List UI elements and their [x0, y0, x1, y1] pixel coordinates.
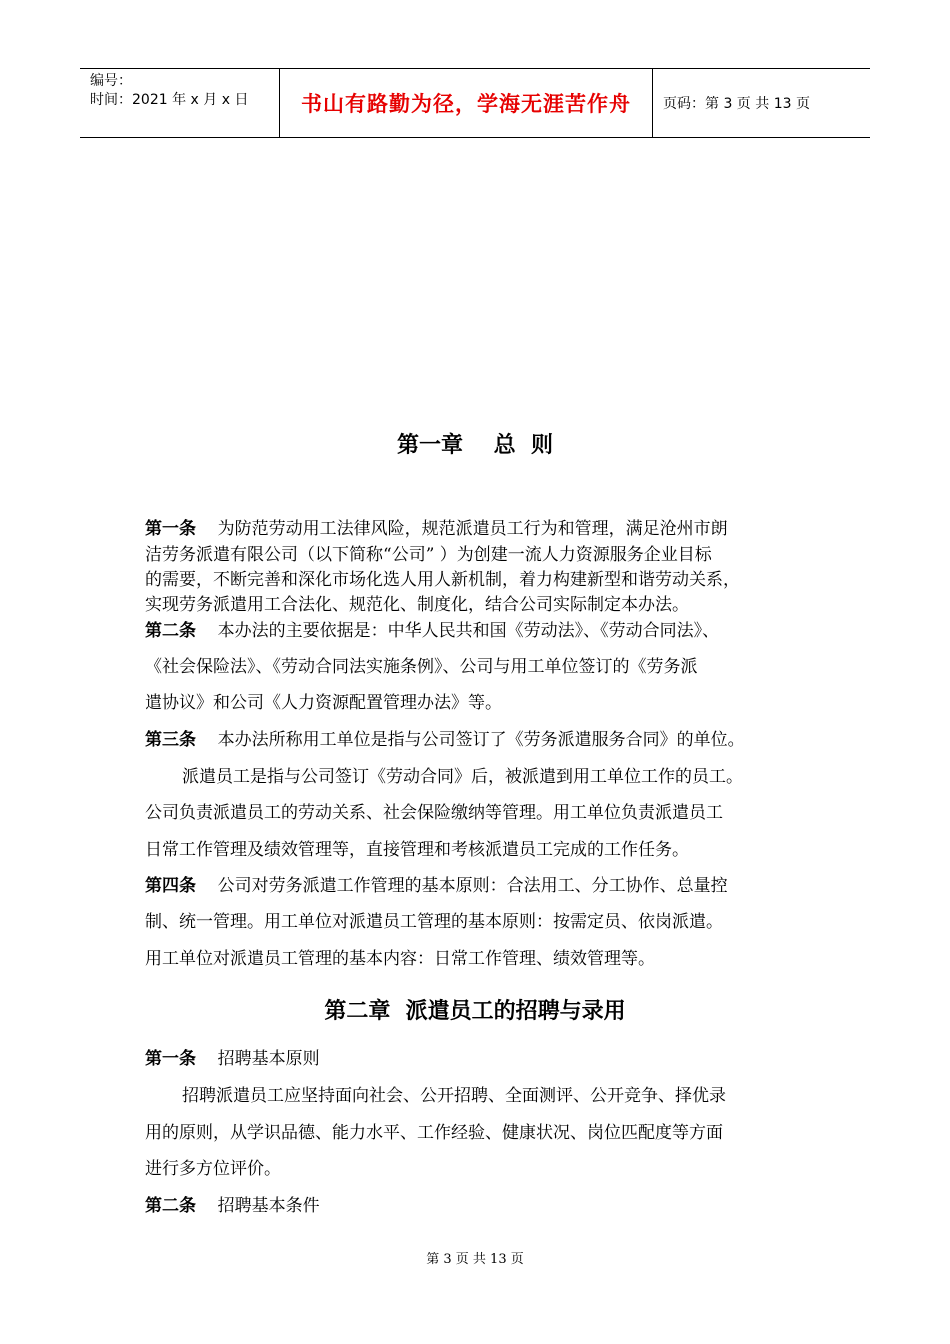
ch1-art3-line1 [145, 728, 825, 752]
ch1-art4-label: 第四条 [145, 876, 196, 896]
ch2-art2-heading: 招聘基本条件 [217, 1196, 320, 1216]
ch1-art4-line2: 制、统一管理。用工单位对派遣员工管理的基本原则：按需定员、依岗派遣。 [145, 912, 723, 932]
ch1-art1-line3: 的需要，不断完善和深化市场化选人用人新机制，着力构建新型和谐劳动关系， [145, 570, 740, 590]
ch2-art2-heading-line [145, 1194, 825, 1218]
chapter1-title: 第一章 总 则 [397, 433, 553, 458]
header-page-info: 页码：第 3 页 共 13 页 [663, 96, 810, 112]
paragraph-text: 公司对劳务派遣工作管理的基本原则：合法用工、分工协作、总量控 [217, 876, 728, 896]
ch1-art2-line2: 《社会保险法》、《劳动合同法实施条例》、公司与用工单位签订的《劳务派 [145, 657, 698, 677]
paragraph-text: 本办法所称用工单位是指与公司签订了《劳务派遣服务合同》的单位。 [217, 730, 745, 750]
ch1-art2-line3: 遣协议》和公司《人力资源配置管理办法》等。 [145, 693, 502, 713]
document-header [80, 68, 870, 138]
ch1-art2-line1 [145, 619, 825, 643]
ch2-art1-heading: 招聘基本原则 [217, 1049, 320, 1069]
ch1-art2-label: 第二条 [145, 621, 196, 641]
page-footer: 第 3 页 共 13 页 [426, 1252, 524, 1267]
ch1-art1-line4: 实现劳务派遣用工合法化、规范化、制度化，结合公司实际制定本办法。 [145, 595, 689, 615]
ch1-art3-line3: 公司负责派遣员工的劳动关系、社会保险缴纳等管理。用工单位负责派遣员工 [145, 803, 723, 823]
ch1-art1-label: 第一条 [145, 519, 196, 539]
date-label: 时间：2021 年 x 月 x 日 [90, 92, 249, 108]
ch1-art1-line2: 洁劳务派遣有限公司（以下简称“公司” ）为创建一流人力资源服务企业目标 [145, 545, 712, 565]
ch2-art1-line1: 招聘派遣员工应坚持面向社会、公开招聘、全面测评、公开竞争、择优录 [182, 1086, 726, 1106]
ch2-art1-line3: 进行多方位评价。 [145, 1159, 281, 1179]
ch1-art4-line1 [145, 874, 825, 898]
ch2-art1-line2: 用的原则，从学识品德、能力水平、工作经验、健康状况、岗位匹配度等方面 [145, 1123, 723, 1143]
ch2-art2-label: 第二条 [145, 1196, 196, 1216]
header-motto: 书山有路勤为径，学海无涯苦作舟 [280, 69, 653, 137]
ch1-art3-line4: 日常工作管理及绩效管理等，直接管理和考核派遣员工完成的工作任务。 [145, 840, 689, 860]
header-meta [80, 69, 280, 137]
paragraph-text: 为防范劳动用工法律风险，规范派遣员工行为和管理，满足沧州市朗 [217, 519, 728, 539]
ch1-art4-line3: 用工单位对派遣员工管理的基本内容：日常工作管理、绩效管理等。 [145, 949, 655, 969]
ch1-art1-line1 [145, 517, 825, 541]
chapter2-title: 第二章 派遣员工的招聘与录用 [324, 999, 626, 1024]
ch1-art3-line2: 派遣员工是指与公司签订《劳动合同》后，被派遣到用工单位工作的员工。 [182, 767, 743, 787]
number-label: 编号： [90, 73, 132, 89]
ch2-art1-heading-line [145, 1047, 825, 1071]
paragraph-text: 本办法的主要依据是：中华人民共和国《劳动法》、《劳动合同法》、 [217, 621, 720, 641]
ch2-art1-label: 第一条 [145, 1049, 196, 1069]
ch1-art3-label: 第三条 [145, 730, 196, 750]
